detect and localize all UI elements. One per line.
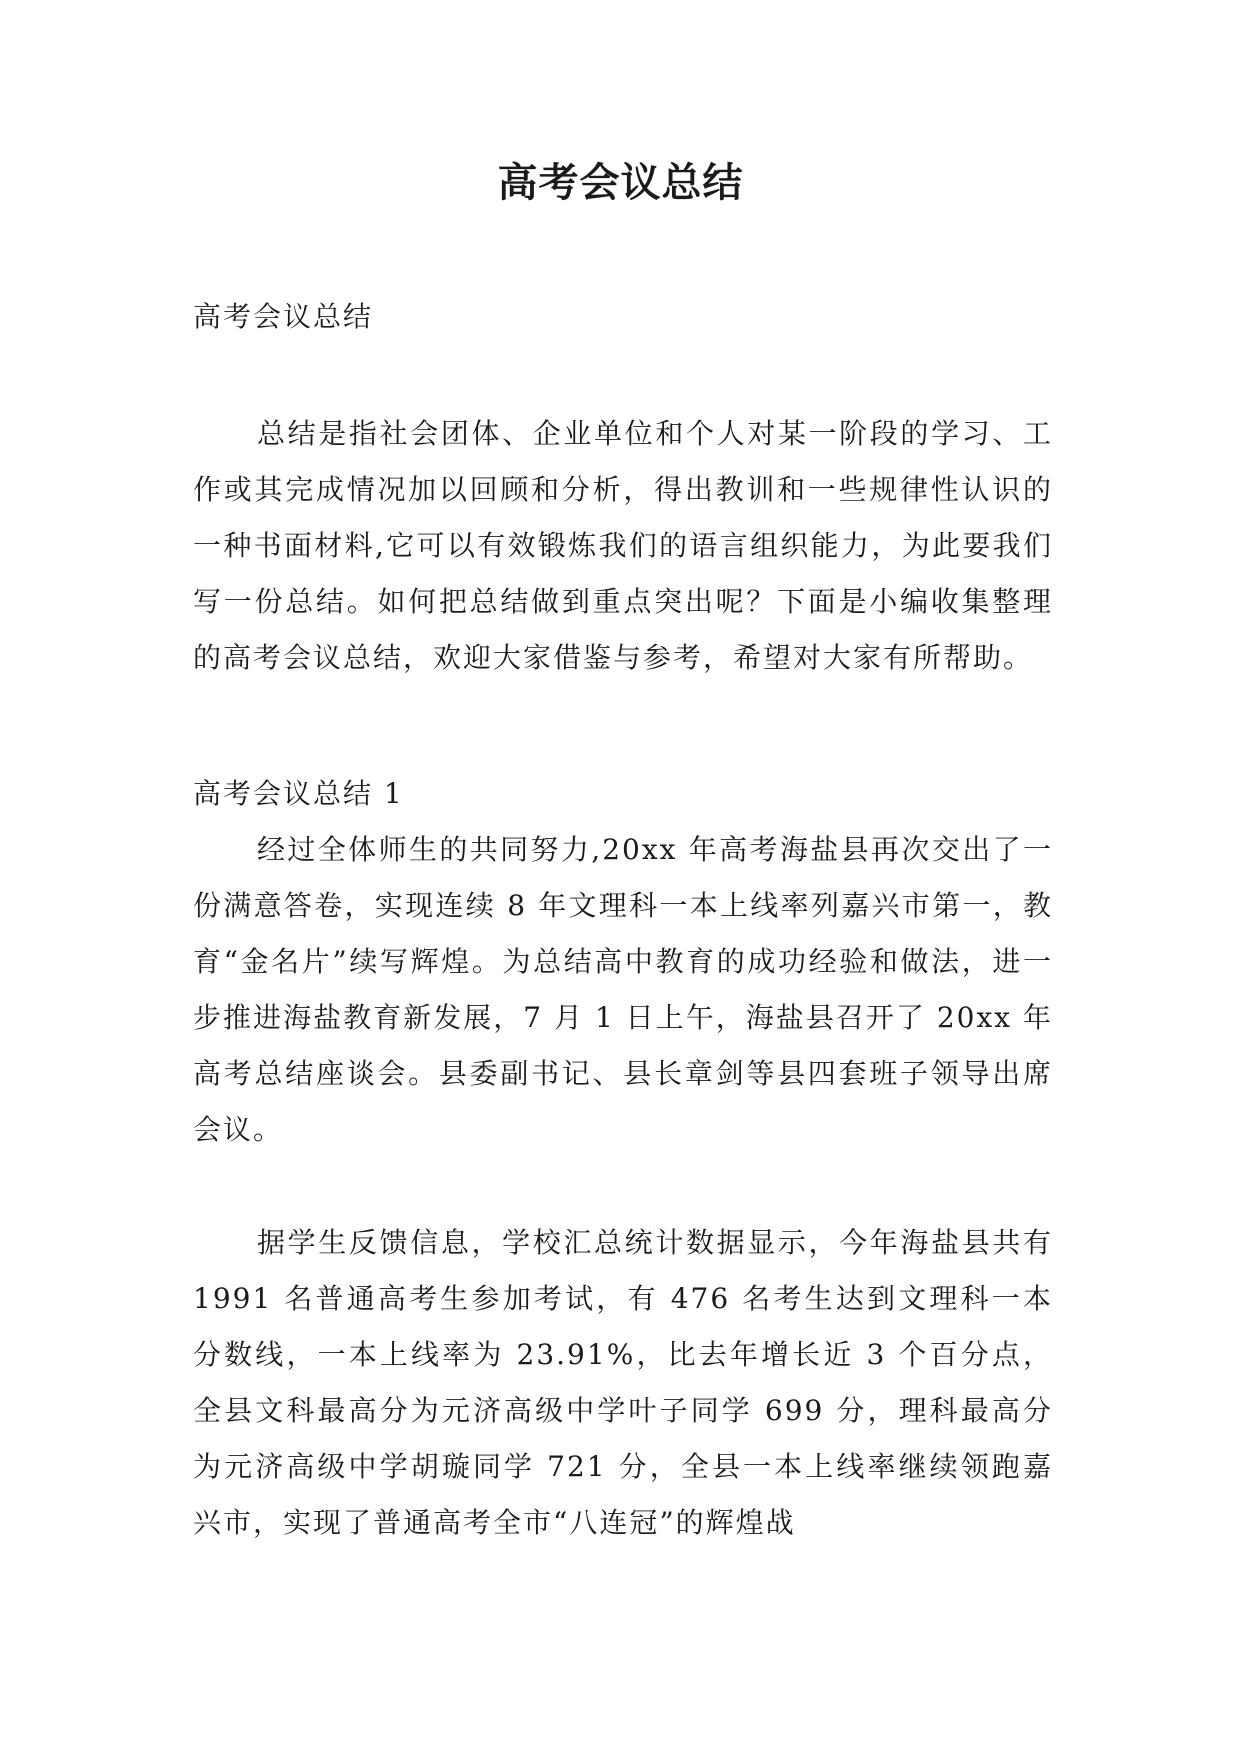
body-paragraph-1: 经过全体师生的共同努力,20xx 年高考海盐县再次交出了一份满意答卷，实现连续 8 年文理科一本上线率列嘉兴市第一，教育“金名片”续写辉煌。为总结高中教育的成功经验和做法，进一步推进海盐教育新发展，7 月 1 日上午，海盐县召开了 20xx 年高考总结座谈会。县委副书记、县长章剑等县四套班子领导出席会议。: [193, 833, 1053, 1146]
intro-paragraph: 总结是指社会团体、企业单位和个人对某一阶段的学习、工作或其完成情况加以回顾和分析，得出教训和一些规律性认识的一种书面材料,它可以有效锻炼我们的语言组织能力，为此要我们写一份总结。如何把总结做到重点突出呢？下面是小编收集整理的高考会议总结，欢迎大家借鉴与参考，希望对大家有所帮助。: [193, 417, 1053, 674]
document-subtitle: 高考会议总结: [193, 300, 374, 333]
document-title: 高考会议总结: [497, 159, 744, 206]
body-paragraph-2: 据学生反馈信息，学校汇总统计数据显示，今年海盐县共有 1991 名普通高考生参加考试，有 476 名考生达到文理科一本分数线，一本上线率为 23.91%，比去年增长近 3 个百分点，全县文科最高分为元济高级中学叶子同学 699 分，理科最高分为元济高级中学胡璇同学 721 分，全县一本上线率继续领跑嘉兴市，实现了普通高考全市“八连冠”的辉煌战: [193, 1226, 1053, 1539]
section-heading: 高考会议总结 1: [193, 777, 404, 810]
